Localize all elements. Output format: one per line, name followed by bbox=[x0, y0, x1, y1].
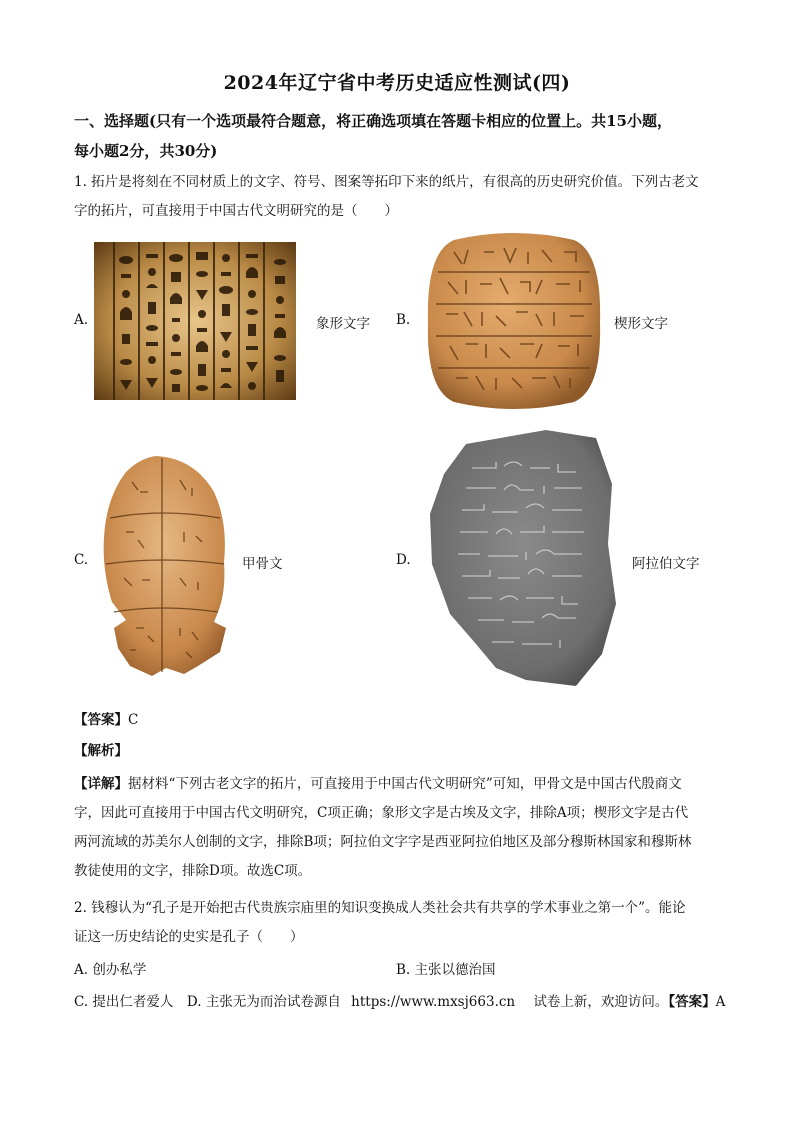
section-heading-line1: 一、选择题(只有一个选项最符合题意，将正确选项填在答题卡相应的位置上。共15小题， bbox=[74, 112, 672, 130]
q1-detail bbox=[74, 770, 724, 886]
q2-option-cd-text: C. 提出仁者爱人 D. 主张无为而治试卷源自 bbox=[74, 994, 341, 1010]
q1-option-b-letter: B. bbox=[396, 312, 411, 328]
section-heading bbox=[74, 106, 724, 166]
q2-answer-value: A bbox=[715, 994, 726, 1010]
q1-detail-line4: 教徒使用的文字，排除D项。故选C项。 bbox=[74, 863, 312, 879]
q1-stem bbox=[74, 168, 724, 226]
q1-option-d-caption: 阿拉伯文字 bbox=[632, 556, 700, 572]
q1-answer-line bbox=[74, 706, 724, 735]
arabic-rubbing-image bbox=[426, 424, 620, 690]
q2-option-a: A. 创办私学 bbox=[74, 962, 147, 978]
q2-stem-line1: 2. 钱穆认为“孔子是开始把古代贵族宗庙里的知识变换成人类社会共有共享的学术事业之第一个”。能论 bbox=[74, 900, 686, 916]
q1-option-c-caption: 甲骨文 bbox=[242, 556, 283, 572]
oracle-bone-image bbox=[96, 452, 230, 680]
hieroglyph-rubbing-image bbox=[94, 242, 296, 400]
q1-answer-tag: 【答案】 bbox=[74, 712, 128, 728]
q2-stem bbox=[74, 894, 724, 952]
q1-detail-line3: 两河流域的苏美尔人创制的文字，排除B项；阿拉伯文字字是西亚阿拉伯地区及部分穆斯林国家和穆斯林 bbox=[74, 834, 692, 850]
q1-option-a-letter: A. bbox=[74, 312, 89, 328]
q2-stem-line2: 证这一历史结论的史实是孔子（ ） bbox=[74, 929, 304, 945]
cuneiform-tablet-image bbox=[424, 232, 604, 410]
q1-answer-value: C bbox=[128, 712, 139, 728]
q1-option-b-caption: 楔形文字 bbox=[614, 316, 668, 332]
q1-detail-line2: 字，因此可直接用于中国古代文明研究，C项正确；象形文字是古埃及文字，排除A项；楔形文字是古代 bbox=[74, 805, 689, 821]
q2-option-b: B. 主张以德治国 bbox=[396, 962, 496, 978]
q2-last-line bbox=[74, 988, 734, 1017]
q1-stem-line2: 字的拓片，可直接用于中国古代文明研究的是（ ） bbox=[74, 203, 398, 219]
q2-answer-tag: 【答案】 bbox=[668, 994, 716, 1010]
q2-source-note: 试卷上新，欢迎访问。 bbox=[533, 994, 669, 1010]
q2-source-link[interactable]: https://www.mxsj663.cn bbox=[351, 994, 516, 1010]
q1-option-c-letter: C. bbox=[74, 552, 89, 568]
page-title: 2024年辽宁省中考历史适应性测试(四) bbox=[223, 72, 571, 94]
q1-option-d-letter: D. bbox=[396, 552, 411, 568]
q1-analysis-label: 【解析】 bbox=[74, 743, 128, 759]
q1-detail-tag: 【详解】 bbox=[74, 776, 128, 792]
q1-option-a-caption: 象形文字 bbox=[316, 316, 370, 332]
q1-stem-line1: 1. 拓片是将刻在不同材质上的文字、符号、图案等拓印下来的纸片，有很高的历史研究价值。下列古老文 bbox=[74, 174, 699, 190]
q1-analysis-tag bbox=[74, 737, 724, 766]
q1-detail-line1: 据材料“下列古老文字的拓片，可直接用于中国古代文明研究”可知，甲骨文是中国古代殷商文 bbox=[128, 776, 682, 792]
section-heading-line2: 每小题2分，共30分) bbox=[74, 142, 218, 160]
